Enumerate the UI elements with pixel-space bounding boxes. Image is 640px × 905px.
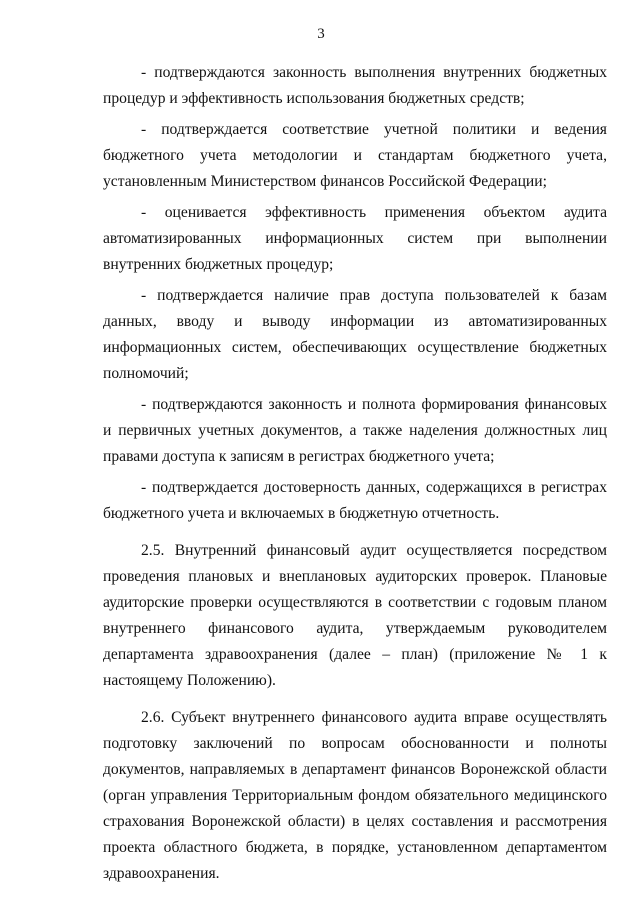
paragraph-access-rights: - подтверждается наличие прав доступа пользователей к базам данных, вводу и выводу информации из автоматизированных информационных систем, обеспечивающих осуществление бюджетных полномочий;	[103, 287, 607, 382]
page-number: 3	[317, 26, 325, 42]
paragraph-accounting-policy: - подтверждается соответствие учетной политики и ведения бюджетного учета методологии и стандартам бюджетного учета, установленным Министерством финансов Российской Федерации;	[103, 121, 607, 190]
paragraph-data-reliability: - подтверждается достоверность данных, содержащихся в регистрах бюджетного учета и включаемых в бюджетную отчетность.	[103, 479, 607, 522]
paragraph-section-2-5: 2.5. Внутренний финансовый аудит осуществляется посредством проведения плановых и внеплановых аудиторских проверок. Плановые аудиторские проверки осуществляются в соответствии с годовым планом внутреннего финансового аудита, утверждаемым руководителем департамента здравоохранения (далее – план) (приложение № 1 к настоящему Положению).	[103, 542, 607, 689]
paragraph-section-2-6: 2.6. Субъект внутреннего финансового аудита вправе осуществлять подготовку заключений по вопросам обоснованности и полноты документов, направляемых в департамент финансов Воронежской области (орган управления Территориальным фондом обязательного медицинского страхования Воронежской области) в целях составления и рассмотрения проекта областного бюджета, в порядке, установленном департаментом здравоохранения.	[103, 709, 607, 882]
paragraph-automated-systems: - оценивается эффективность применения объектом аудита автоматизированных информационных систем при выполнении внутренних бюджетных процедур;	[103, 204, 607, 273]
paragraph-document-formation: - подтверждаются законность и полнота формирования финансовых и первичных учетных документов, а также наделения должностных лиц правами доступа к записям в регистрах бюджетного учета;	[103, 396, 607, 465]
document-body	[103, 60, 607, 892]
paragraph-legality-procedures: - подтверждаются законность выполнения внутренних бюджетных процедур и эффективность использования бюджетных средств;	[103, 64, 607, 107]
